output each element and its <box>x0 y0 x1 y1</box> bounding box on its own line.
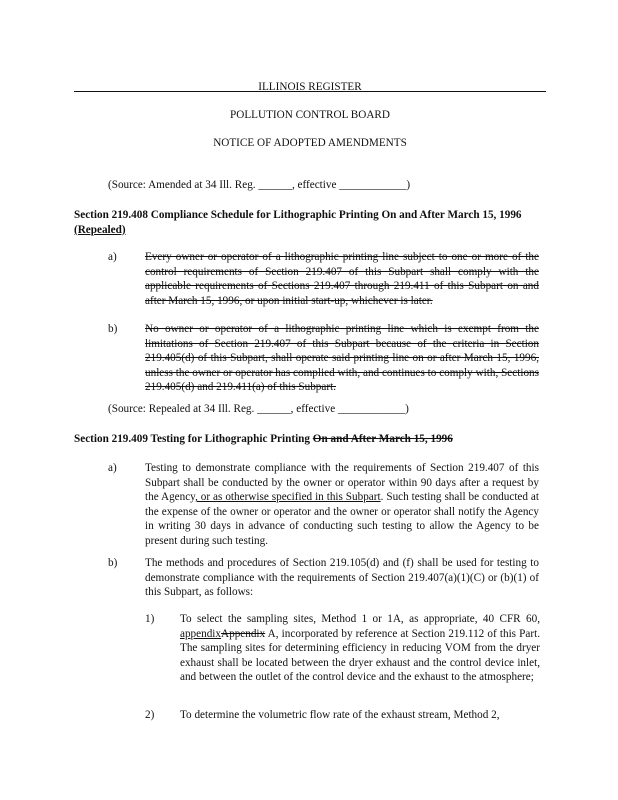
notice-title: NOTICE OF ADOPTED AMENDMENTS <box>213 137 407 149</box>
section-408-heading: Section 219.408 Compliance Schedule for Lithographic Printing On and After March 15, 1996 (Repealed) <box>74 209 522 236</box>
section-409-a-text: Testing to demonstrate compliance with the requirements of Section 219.407 of this Subpart shall be conducted by the owner or operator within 90 days after a request by the Agency, or as otherwise specified in this Subpart. Such testing shall be conducted at the expense of the owner or operator and the owner or operator shall notify the Agency in writing 30 days in advance of conducting such testing to allow the Agency to be present during such testing. <box>145 462 539 547</box>
section-408-b-text: No owner or operator of a lithographic printing line which is exempt from the limitations of Section 219.407 of this Subpart because of the criteria in Section 219.405(d) of this Subpart, shall operate said printing line on or after March 15, 1996, unless the owner or operator has complied with, and continues to comply with, Sections 219.405(d) and 219.411(a) of this Subpart. <box>145 323 539 393</box>
heading-struck-text: On and After March 15, 1996 <box>312 433 453 445</box>
section-409-heading: Section 219.409 Testing for Lithographic Printing On and After March 15, 1996 <box>74 433 453 445</box>
item-a-number: a) <box>108 462 117 474</box>
repealed-label: (Repealed) <box>74 223 126 236</box>
subitem-1-number: 1) <box>145 613 155 625</box>
item-a-number: a) <box>108 251 117 263</box>
subitem-1-text: To select the sampling sites, Method 1 or 1A, as appropriate, 40 CFR 60, appendixAppendix A, incorporated by reference at Section 219.112 of this Part. The sampling sites for determining efficiency in reducing VOM from the dryer exhaust shall be located between the dryer exhaust and the control device inlet, and between the outlet of the control device and the exhaust to the atmosphere; <box>180 613 540 683</box>
item-b-number: b) <box>108 323 118 335</box>
section-408-a-text: Every owner or operator of a lithographic printing line subject to one or more of the control requirements of Section 219.407 of this Subpart shall comply with the applicable requirements of Sections 219.407 through 219.411 of this Subpart on and after March 15, 1996, or upon initial start-up, whichever is later. <box>145 251 539 307</box>
added-text: appendix <box>180 627 222 640</box>
section-409-b-text: The methods and procedures of Section 219.105(d) and (f) shall be used for testing to demonstrate compliance with the requirements of Section 219.407(a)(1)(C) or (b)(1) of this Subpart, as follows: <box>145 557 539 598</box>
board-title: POLLUTION CONTROL BOARD <box>230 109 390 121</box>
register-title: ILLINOIS REGISTER <box>258 81 362 93</box>
source-repealed: (Source: Repealed at 34 Ill. Reg. ______, effective ____________) <box>108 403 409 415</box>
subitem-2-number: 2) <box>145 709 155 721</box>
subitem-2-text: To determine the volumetric flow rate of the exhaust stream, Method 2, <box>180 709 500 721</box>
source-amended: (Source: Amended at 34 Ill. Reg. ______, effective ____________) <box>108 179 411 191</box>
item-b-number: b) <box>108 557 118 569</box>
added-text: , or as otherwise specified in this Subpart <box>195 491 381 503</box>
struck-text: Appendix <box>221 627 266 640</box>
